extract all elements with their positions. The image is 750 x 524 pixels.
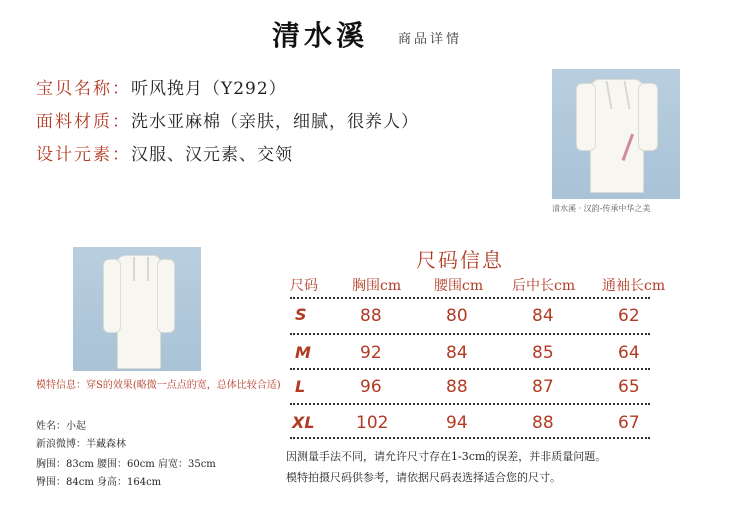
- size-value: 102: [356, 413, 389, 433]
- size-value: 84: [446, 343, 468, 363]
- robe-sleeve-left: [103, 259, 121, 333]
- size-value: 92: [360, 343, 382, 363]
- info-label: 宝贝名称：: [36, 79, 131, 99]
- size-value: 88: [360, 306, 382, 326]
- model-measure-2: 臀围：84cm 身高：164cm: [36, 477, 162, 488]
- robe-sleeve-left: [576, 83, 596, 151]
- size-value: 87: [532, 377, 554, 397]
- row-divider: [290, 333, 650, 335]
- brand-subtitle: 商品详情: [398, 32, 463, 47]
- info-row-design: [36, 140, 293, 165]
- note-reference: 模特拍摄尺码供参考，请依据尺码表选择适合您的尺寸。: [286, 471, 561, 484]
- size-value: 88: [532, 413, 554, 433]
- size-header-length: 后中长cm: [512, 278, 576, 294]
- size-label-s: S: [295, 305, 307, 324]
- size-label-m: M: [295, 343, 311, 362]
- model-photo: [73, 247, 201, 371]
- info-value: 听风挽月（Y292）: [131, 79, 287, 99]
- robe-sleeve-right: [157, 259, 175, 333]
- size-value: 65: [618, 377, 640, 397]
- model-measure-1: 胸围：83cm 腰围：60cm 肩宽：35cm: [36, 459, 216, 470]
- size-chart-title: 尺码信息: [416, 248, 504, 272]
- size-value: 94: [446, 413, 468, 433]
- size-header-waist: 腰围cm: [434, 278, 484, 294]
- info-value: 汉服、汉元素、交领: [131, 145, 293, 165]
- size-header-size: 尺码: [290, 278, 318, 294]
- model-title: 模特信息：穿S的效果(略微一点点的宽，总体比较合适): [36, 380, 281, 391]
- size-label-xl: XL: [292, 413, 315, 432]
- info-row-name: [36, 74, 287, 99]
- size-value: 84: [532, 306, 554, 326]
- size-value: 62: [618, 306, 640, 326]
- info-value: 洗水亚麻棉（亲肤，细腻，很养人）: [131, 112, 419, 132]
- size-value: 96: [360, 377, 382, 397]
- product-photo-top: [552, 69, 680, 199]
- row-divider: [290, 297, 650, 299]
- size-label-l: L: [295, 377, 306, 396]
- size-value: 67: [618, 413, 640, 433]
- info-label: 面料材质：: [36, 112, 131, 132]
- row-divider: [290, 368, 650, 370]
- info-row-material: [36, 107, 419, 132]
- note-measurement: 因测量手法不同，请允许尺寸存在1-3cm的误差，并非质量问题。: [286, 450, 607, 463]
- size-value: 88: [446, 377, 468, 397]
- robe-collar: [133, 257, 149, 281]
- info-label: 设计元素：: [36, 145, 131, 165]
- size-value: 85: [532, 343, 554, 363]
- model-name: 姓名：小起: [36, 421, 86, 432]
- size-value: 64: [618, 343, 640, 363]
- photo-caption: 清水溪 · 汉韵-传承中华之美: [552, 204, 651, 213]
- row-divider: [290, 403, 650, 405]
- brand-name: 清水溪: [272, 19, 369, 52]
- size-value: 80: [446, 306, 468, 326]
- row-divider: [290, 437, 650, 439]
- size-header-chest: 胸围cm: [352, 278, 402, 294]
- model-weibo: 新浪微博：半藏森林: [36, 439, 126, 450]
- size-header-sleeve: 通袖长cm: [602, 278, 666, 294]
